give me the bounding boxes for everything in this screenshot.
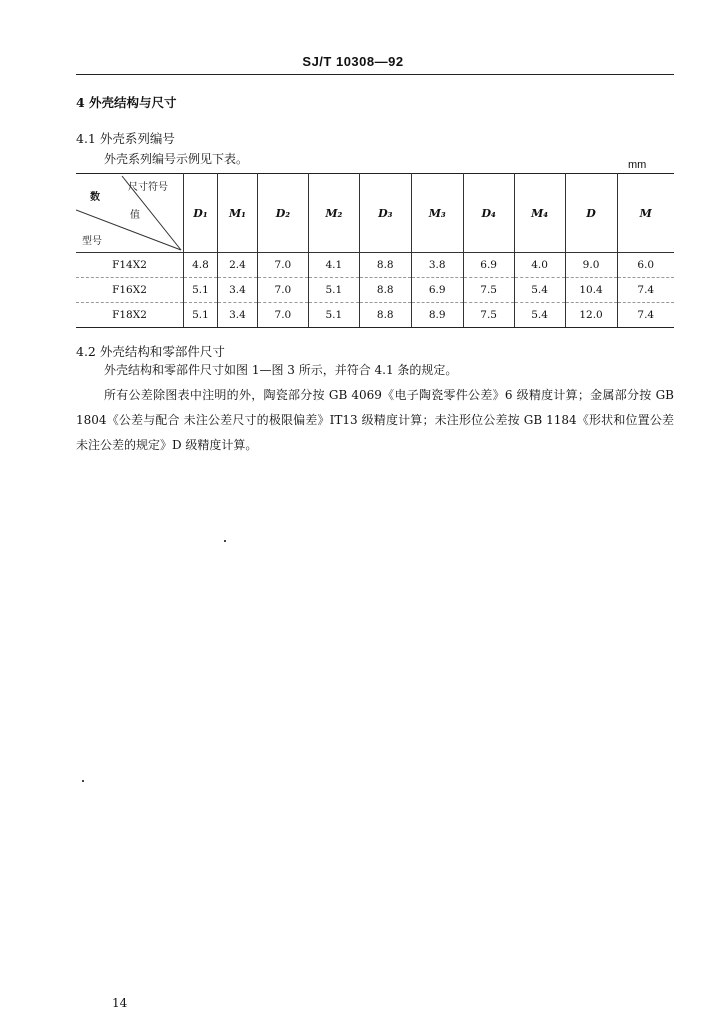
value-cell: 4.0	[514, 253, 565, 278]
table-row	[76, 253, 674, 278]
value-cell: 5.1	[184, 278, 218, 303]
value-cell: 12.0	[565, 303, 617, 328]
col-header: M₃	[411, 174, 463, 253]
value-cell: 4.8	[184, 253, 218, 278]
col-header: M₄	[514, 174, 565, 253]
value-cell: 5.4	[514, 278, 565, 303]
subsection-4-2-title: 4.2 外壳结构和零部件尺寸	[76, 344, 225, 359]
value-cell: 9.0	[565, 253, 617, 278]
col-header: D₄	[463, 174, 514, 253]
corner-label-symbol: 尺寸符号	[128, 182, 168, 193]
value-cell: 3.4	[217, 303, 257, 328]
value-cell: 3.8	[411, 253, 463, 278]
paragraph-structure: 外壳结构和零部件尺寸如图 1—图 3 所示，并符合 4.1 条的规定。	[104, 363, 458, 377]
header-rule	[76, 74, 674, 75]
model-cell: F18X2	[76, 303, 184, 328]
value-cell: 7.5	[463, 278, 514, 303]
corner-label-value: 值	[130, 210, 140, 221]
col-header: M	[617, 174, 674, 253]
corner-cell	[76, 174, 184, 253]
value-cell: 3.4	[217, 278, 257, 303]
col-header: M₂	[308, 174, 359, 253]
paragraph-tolerances: 所有公差除图表中注明的外，陶瓷部分按 GB 4069《电子陶瓷零件公差》6 级精度计算；金属部分按 GB 1804《公差与配合 未注公差尺寸的极限偏差》IT13 级精度计算；未注形位公差按 GB 1184《形状和位置公差 未注公差的规定》D 级精度计算。	[76, 388, 674, 452]
table-row	[76, 303, 674, 328]
speck	[224, 540, 226, 542]
table-intro: 外壳系列编号示例见下表。	[104, 152, 249, 166]
value-cell: 7.4	[617, 303, 674, 328]
section-title: 4 外壳结构与尺寸	[76, 95, 177, 110]
col-header: D₃	[359, 174, 411, 253]
table-header-row	[76, 174, 674, 253]
value-cell: 10.4	[565, 278, 617, 303]
value-cell: 8.8	[359, 303, 411, 328]
value-cell: 5.1	[308, 303, 359, 328]
subsection-4-1-title: 4.1 外壳系列编号	[76, 131, 175, 146]
value-cell: 8.8	[359, 253, 411, 278]
value-cell: 5.1	[184, 303, 218, 328]
speck	[82, 780, 84, 782]
unit-label: mm	[628, 159, 647, 171]
value-cell: 2.4	[217, 253, 257, 278]
value-cell: 6.9	[463, 253, 514, 278]
col-header: D₂	[257, 174, 308, 253]
value-cell: 7.0	[257, 278, 308, 303]
page-number: 14	[112, 996, 128, 1010]
value-cell: 5.4	[514, 303, 565, 328]
value-cell: 8.8	[359, 278, 411, 303]
value-cell: 6.0	[617, 253, 674, 278]
col-header: M₁	[217, 174, 257, 253]
col-header: D	[565, 174, 617, 253]
series-table	[76, 173, 674, 328]
model-cell: F16X2	[76, 278, 184, 303]
col-header: D₁	[184, 174, 218, 253]
corner-label-model: 型号	[82, 236, 102, 247]
value-cell: 4.1	[308, 253, 359, 278]
value-cell: 7.4	[617, 278, 674, 303]
model-cell: F14X2	[76, 253, 184, 278]
value-cell: 8.9	[411, 303, 463, 328]
value-cell: 5.1	[308, 278, 359, 303]
corner-label-number: 数	[90, 192, 100, 203]
value-cell: 7.0	[257, 303, 308, 328]
table-row	[76, 278, 674, 303]
standard-code: SJ/T 10308—92	[302, 54, 404, 69]
value-cell: 7.0	[257, 253, 308, 278]
value-cell: 7.5	[463, 303, 514, 328]
value-cell: 6.9	[411, 278, 463, 303]
